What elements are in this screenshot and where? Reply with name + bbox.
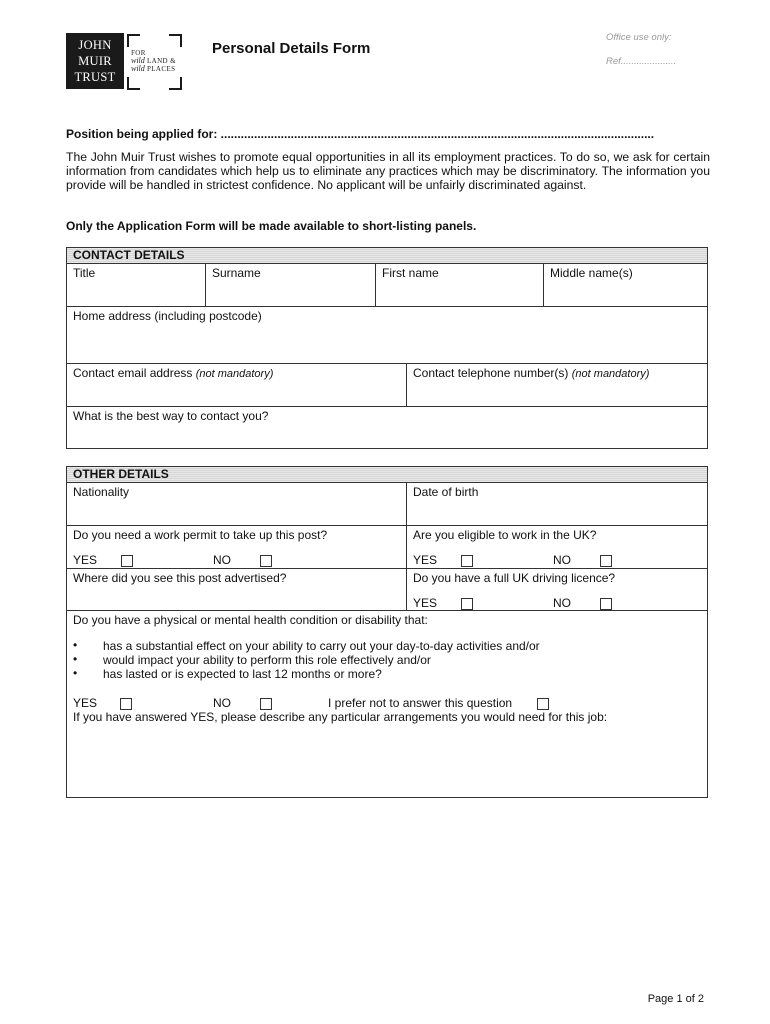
licence-no-checkbox[interactable] — [600, 596, 612, 610]
best-way-row — [67, 406, 707, 448]
health-cell — [67, 611, 707, 797]
logo-bracket-tl — [127, 34, 140, 47]
title-field[interactable] — [67, 264, 205, 306]
nationality-label: Nationality — [73, 485, 130, 499]
work-row — [67, 525, 707, 568]
home-address-label: Home address (including postcode) — [73, 309, 262, 323]
work-permit-no-checkbox[interactable] — [260, 553, 272, 567]
bullet-2-marker: • — [73, 652, 78, 666]
dob-field[interactable] — [406, 483, 707, 525]
office-use-label: Office use only: — [606, 32, 672, 43]
only-statement: Only the Application Form will be made available to short-listing panels. — [66, 219, 477, 233]
advertised-label: Where did you see this post advertised? — [73, 571, 287, 585]
health-no — [213, 696, 231, 710]
eligible-no — [553, 553, 571, 567]
phone-note: (not mandatory) — [571, 368, 650, 380]
health-row — [67, 610, 707, 797]
licence-label: Do you have a full UK driving licence? — [413, 571, 616, 585]
home-address-field[interactable] — [67, 307, 707, 363]
surname-label: Surname — [212, 266, 261, 280]
yes-label: YES — [413, 596, 438, 610]
no-label: NO — [213, 696, 231, 710]
yes-label: YES — [73, 553, 98, 567]
yes-label: YES — [413, 553, 438, 567]
page-number: Page 1 of 2 — [647, 993, 704, 1005]
tagline-land: LAND & — [146, 57, 176, 65]
prefer-not-checkbox[interactable] — [537, 696, 549, 710]
work-permit-yes — [73, 553, 97, 567]
dob-label: Date of birth — [413, 485, 479, 499]
bullet-1-marker: • — [73, 638, 78, 652]
name-row — [67, 263, 707, 306]
contact-details-table — [66, 247, 708, 449]
work-permit-yes-checkbox[interactable] — [121, 553, 133, 567]
bullet-1: has a substantial effect on your ability to carry out your day-to-day activities and/or — [103, 639, 540, 653]
best-way-label: What is the best way to contact you? — [73, 409, 269, 423]
email-note: (not mandatory) — [195, 368, 274, 380]
nationality-field[interactable] — [67, 483, 406, 525]
page-title: Personal Details Form — [212, 40, 371, 57]
prefer-not-label: I prefer not to answer this question — [328, 696, 513, 710]
position-applied-field[interactable]: Position being applied for: .................................................................................................................................. — [66, 127, 655, 141]
work-permit-no — [213, 553, 231, 567]
eligible-yes — [413, 553, 437, 567]
logo-line-2: MUIR — [78, 54, 112, 68]
advert-row — [67, 568, 707, 610]
logo-bracket-tr — [169, 34, 182, 47]
nationality-row — [67, 482, 707, 525]
logo-tagline — [131, 49, 176, 73]
no-label: NO — [553, 553, 571, 567]
best-way-field[interactable] — [67, 407, 707, 448]
email-field[interactable] — [67, 364, 406, 406]
logo-line-3: TRUST — [74, 70, 116, 84]
intro-paragraph: The John Muir Trust wishes to promote equal opportunities in all its employment practices. To do so, we ask for certain information from candidates which help us to eliminate any practices which may be discriminatory. The information you provide will be handled in strictest confidence. No applicant will be unfairly discriminated against. — [66, 150, 710, 192]
other-details-header: OTHER DETAILS — [67, 467, 707, 482]
tagline-places: PLACES — [146, 65, 176, 73]
first-name-field[interactable] — [375, 264, 543, 306]
tagline-for: FOR — [131, 49, 146, 57]
eligible-label: Are you eligible to work in the UK? — [413, 528, 597, 542]
logo-bracket-bl — [127, 77, 140, 90]
licence-yes — [413, 596, 437, 610]
phone-field[interactable] — [406, 364, 707, 406]
title-label: Title — [73, 266, 96, 280]
describe-label: If you have answered YES, please describe any particular arrangements you would need for this job: — [73, 710, 608, 724]
home-address-row — [67, 306, 707, 363]
ref-field[interactable]: Ref..................... — [606, 56, 677, 67]
email-label: Contact email address — [73, 366, 193, 380]
licence-yes-checkbox[interactable] — [461, 596, 473, 610]
advertised-field[interactable] — [67, 569, 406, 610]
health-no-checkbox[interactable] — [260, 696, 272, 710]
middle-name-label: Middle name(s) — [550, 266, 633, 280]
health-yes-checkbox[interactable] — [120, 696, 132, 710]
health-yes — [73, 696, 97, 710]
tagline-wild-1: wild — [131, 56, 145, 65]
bullet-3-marker: • — [73, 666, 78, 680]
other-details-table — [66, 466, 708, 798]
no-label: NO — [553, 596, 571, 610]
licence-no — [553, 596, 571, 610]
logo-line-1: JOHN — [78, 38, 112, 52]
logo — [66, 33, 124, 89]
tagline-wild-2: wild — [131, 64, 145, 73]
contact-details-header: CONTACT DETAILS — [67, 248, 707, 263]
licence-cell — [406, 569, 707, 610]
contact-row — [67, 363, 707, 406]
yes-label: YES — [73, 696, 98, 710]
bullet-3: has lasted or is expected to last 12 months or more? — [103, 667, 382, 681]
middle-name-field[interactable] — [543, 264, 707, 306]
surname-field[interactable] — [205, 264, 375, 306]
work-permit-label: Do you need a work permit to take up this post? — [73, 528, 328, 542]
eligible-yes-checkbox[interactable] — [461, 553, 473, 567]
bullet-2: would impact your ability to perform this role effectively and/or — [103, 653, 431, 667]
phone-label: Contact telephone number(s) — [413, 366, 569, 380]
work-permit-cell — [67, 526, 406, 568]
logo-bracket-br — [169, 77, 182, 90]
eligible-no-checkbox[interactable] — [600, 553, 612, 567]
health-question: Do you have a physical or mental health condition or disability that: — [73, 613, 428, 627]
first-name-label: First name — [382, 266, 439, 280]
no-label: NO — [213, 553, 231, 567]
eligible-cell — [406, 526, 707, 568]
